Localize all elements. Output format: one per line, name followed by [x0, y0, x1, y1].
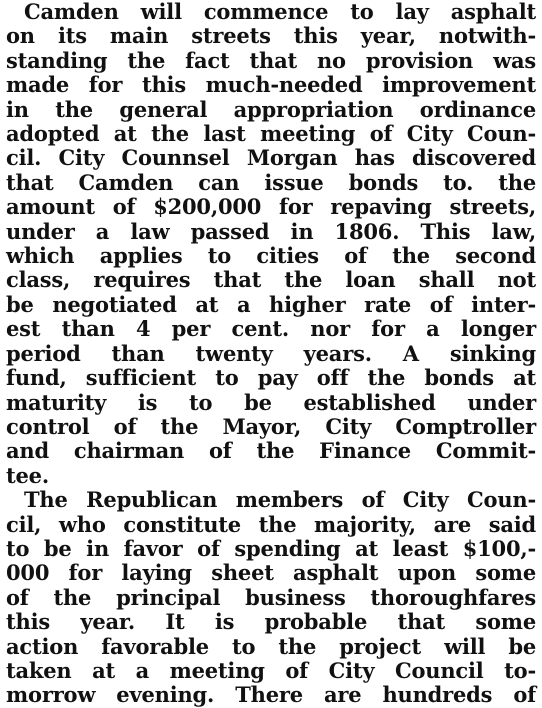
- text-line: fund, sufficient to pay off the bonds at: [6, 365, 536, 391]
- text-line: action favorable to the project will be: [6, 633, 536, 659]
- text-line: est than 4 per cent. nor for a longer: [6, 316, 536, 342]
- text-line: on its main streets this year, notwith-: [6, 23, 536, 49]
- text-line: made for this much-needed improvement: [6, 72, 536, 98]
- text-line: taken at a meeting of City Council to-: [6, 657, 536, 683]
- text-line: this year. It is probable that some: [6, 609, 536, 635]
- text-line: The Republican members of City Coun-: [24, 487, 536, 513]
- text-line: standing the fact that no provision was: [6, 47, 536, 73]
- text-line: to be in favor of spending at least $100,-: [6, 535, 536, 561]
- text-line: in the general appropriation ordinance: [6, 96, 536, 122]
- text-line: and chairman of the Finance Commit-: [6, 438, 536, 464]
- text-line: 000 for laying sheet asphalt upon some: [6, 560, 536, 586]
- text-line: be negotiated at a higher rate of inter-: [6, 291, 536, 317]
- text-line: amount of $200,000 for repaving streets,: [6, 194, 536, 220]
- text-line: that Camden can issue bonds to. the: [6, 169, 536, 195]
- paragraph-1: [6, 0, 536, 488]
- text-line: cil. City Counnsel Morgan has discovered: [6, 145, 536, 171]
- article-column: [6, 0, 536, 708]
- text-line: class, requires that the loan shall not: [6, 267, 536, 293]
- text-line: tee.: [6, 462, 49, 488]
- text-line: control of the Mayor, City Comptroller: [6, 413, 536, 439]
- text-line: which applies to cities of the second: [6, 243, 536, 269]
- text-line: maturity is to be established under: [6, 389, 536, 415]
- text-line: adopted at the last meeting of City Coun-: [6, 121, 536, 147]
- text-line: of the principal business thoroughfares: [6, 584, 536, 610]
- text-line: Camden will commence to lay asphalt: [24, 0, 536, 24]
- text-line: morrow evening. There are hundreds of: [6, 682, 536, 708]
- paragraph-2: [6, 488, 536, 708]
- text-line: period than twenty years. A sinking: [6, 340, 536, 366]
- text-line: cil, who constitute the majority, are said: [6, 511, 536, 537]
- text-line: under a law passed in 1806. This law,: [6, 218, 536, 244]
